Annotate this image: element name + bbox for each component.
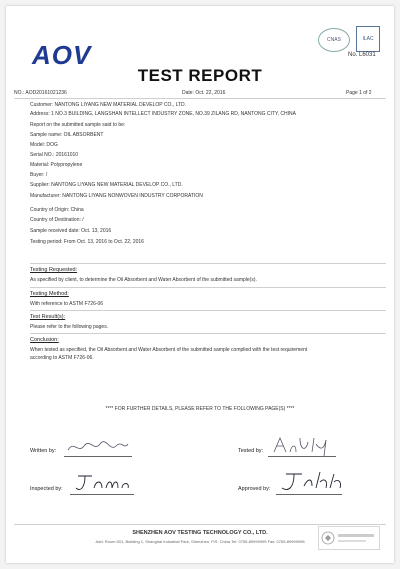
- conclusion-heading: Conclusion:: [30, 337, 59, 343]
- section-divider: [30, 333, 386, 334]
- material-line: Material: Polypropylene: [30, 162, 83, 168]
- customer-line: Customer: NANTONG LIYANG NEW MATERIAL DEVELOP CO., LTD.: [30, 102, 187, 108]
- sample-name-line: Sample name: OIL ABSORBENT: [30, 132, 104, 138]
- footer-divider: [14, 524, 386, 525]
- testing-requested-text: As specified by client, to determine the Oil Absorbent and Water Absorbent of the submitted sample(s).: [30, 277, 257, 283]
- buyer-line: Buyer: /: [30, 172, 48, 178]
- ilac-badge-icon: ILAC: [356, 26, 380, 52]
- section-divider: [30, 263, 386, 264]
- tested-by-label: Tested by:: [238, 448, 264, 454]
- footer-address: Add: Room 501, Building 1, Shanghai Industrial Park, Shenzhen, P.R. China Tel: 0755-89999999 Fax: 0755-89999998: [95, 539, 305, 544]
- test-result-text: Please refer to the following pages.: [30, 324, 109, 330]
- address-line: Address: 1 NO.3 BUILDING, LANGSHAN INTELLECT INDUSTRY ZONE, NO.39 ZILANG RD, NANTONG CITY, CHINA: [30, 111, 296, 117]
- further-details-note: **** FOR FURTHER DETAILS, PLEASE REFER TO THE FOLLOWING PAGE(S) ****: [105, 406, 295, 412]
- tested-by-line: [268, 456, 336, 457]
- page-title: TEST REPORT: [137, 66, 263, 85]
- inspected-signature-icon: [72, 472, 134, 494]
- written-by-line: [64, 456, 132, 457]
- conclusion-text-cont: according to ASTM F726-06.: [30, 355, 94, 361]
- footer-company: SHENZHEN AOV TESTING TECHNOLOGY CO., LTD.: [132, 530, 268, 536]
- test-result-heading: Test Result(s):: [30, 314, 66, 320]
- testing-requested-heading: Testing Requested:: [30, 267, 78, 273]
- manufacturer-line: Manufacturer: NANTONG LIYANG NONWOVEN INDUSTRY CORPORATION: [30, 193, 203, 199]
- section-divider: [30, 287, 386, 288]
- testing-period-line: Testing period: From Oct. 13, 2016 to Oct. 22, 2016: [30, 239, 144, 245]
- model-line: Model: DOG: [30, 142, 58, 148]
- section-divider: [30, 310, 386, 311]
- supplier-line: Supplier: NANTONG LIYANG NEW MATERIAL DEVELOP CO., LTD.: [30, 182, 183, 188]
- destination-line: Country of Destination: /: [30, 217, 84, 223]
- certificate-number: No. L6031: [348, 52, 376, 58]
- inspected-by-line: [70, 494, 134, 495]
- approved-by-label: Approved by:: [238, 486, 271, 492]
- inspected-by-label: Inspected by:: [30, 486, 63, 492]
- written-signature-icon: [66, 438, 130, 456]
- report-page: [6, 6, 394, 563]
- conclusion-text: When tested as specified, the Oil Absorbent and Water Absorbent of the submitted sample complied with the test requirement: [30, 347, 308, 353]
- aov-logo: AOV: [32, 40, 92, 70]
- report-number: NO.: AOD20161021236: [14, 90, 67, 96]
- testing-method-heading: Testing Method:: [30, 291, 69, 297]
- footer-hotline-badge-icon: [318, 526, 380, 550]
- received-date-line: Sample received date: Oct. 13, 2016: [30, 228, 112, 234]
- serial-line: Serial NO.: 20161010: [30, 152, 79, 158]
- approved-by-line: [276, 494, 342, 495]
- origin-line: Country of Origin: China: [30, 207, 84, 213]
- report-date: Date: Oct. 22, 2016: [182, 90, 226, 96]
- written-by-label: Written by:: [30, 448, 57, 454]
- approved-signature-icon: [278, 468, 344, 494]
- header-divider: [14, 98, 386, 99]
- testing-method-text: With reference to ASTM F726-06: [30, 301, 104, 307]
- tested-signature-icon: [270, 434, 334, 456]
- page-number: Page 1 of 2: [346, 90, 372, 96]
- report-on-line: Report on the submitted sample said to be:: [30, 122, 126, 128]
- accreditation-badge-icon: CNAS: [318, 28, 350, 52]
